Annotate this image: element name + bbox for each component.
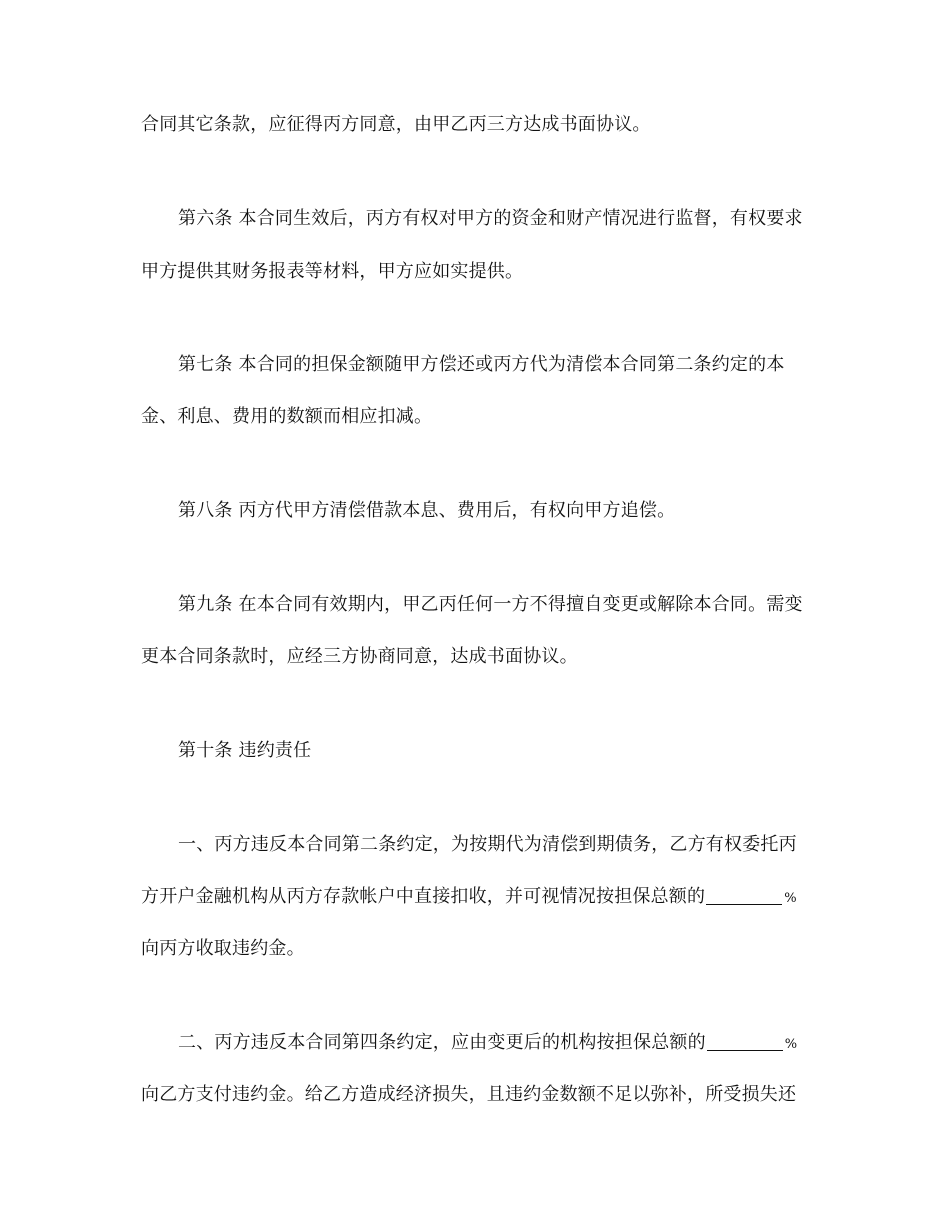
percentage-blank [706,886,782,905]
clause-2-line-1 [178,1031,797,1057]
article-9-line-2: 更本合同条款时，应经三方协商同意，达成书面协议。 [141,646,578,667]
article-10-heading: 第十条 违约责任 [178,740,312,761]
article-7-line-1: 第七条 本合同的担保金额随甲方偿还或丙方代为清偿本合同第二条约定的本 [178,354,785,375]
percentage-blank [707,1032,783,1051]
article-6-line-1: 第六条 本合同生效后，丙方有权对甲方的资金和财产情况进行监督，有权要求 [178,208,803,229]
paragraph-line: 合同其它条款，应征得丙方同意，由甲乙丙三方达成书面协议。 [141,114,651,135]
clause-1-line-3: 向丙方收取违约金。 [141,938,305,959]
article-8-line-1: 第八条 丙方代甲方清偿借款本息、费用后，有权向甲方追偿。 [178,500,676,521]
percent-sign: % [784,1037,798,1052]
clause-1-line-2 [141,885,797,911]
article-7-line-2: 金、利息、费用的数额而相应扣减。 [141,406,433,427]
clause-2-line-1-text: 二、丙方违反本合同第四条约定，应由变更后的机构按担保总额的 [178,1032,706,1053]
clause-1-line-2-text: 方开户金融机构从丙方存款帐户中直接扣收，并可视情况按担保总额的 [141,886,706,907]
clause-1-line-1: 一、丙方违反本合同第二条约定，为按期代为清偿到期债务，乙方有权委托丙 [178,834,797,855]
article-9-line-1: 第九条 在本合同有效期内，甲乙丙任何一方不得擅自变更或解除本合同。需变 [178,594,803,615]
article-6-line-2: 甲方提供其财务报表等材料，甲方应如实提供。 [141,261,524,282]
clause-2-line-2: 向乙方支付违约金。给乙方造成经济损失，且违约金数额不足以弥补，所受损失还 [141,1084,797,1105]
percent-sign: % [784,891,797,906]
